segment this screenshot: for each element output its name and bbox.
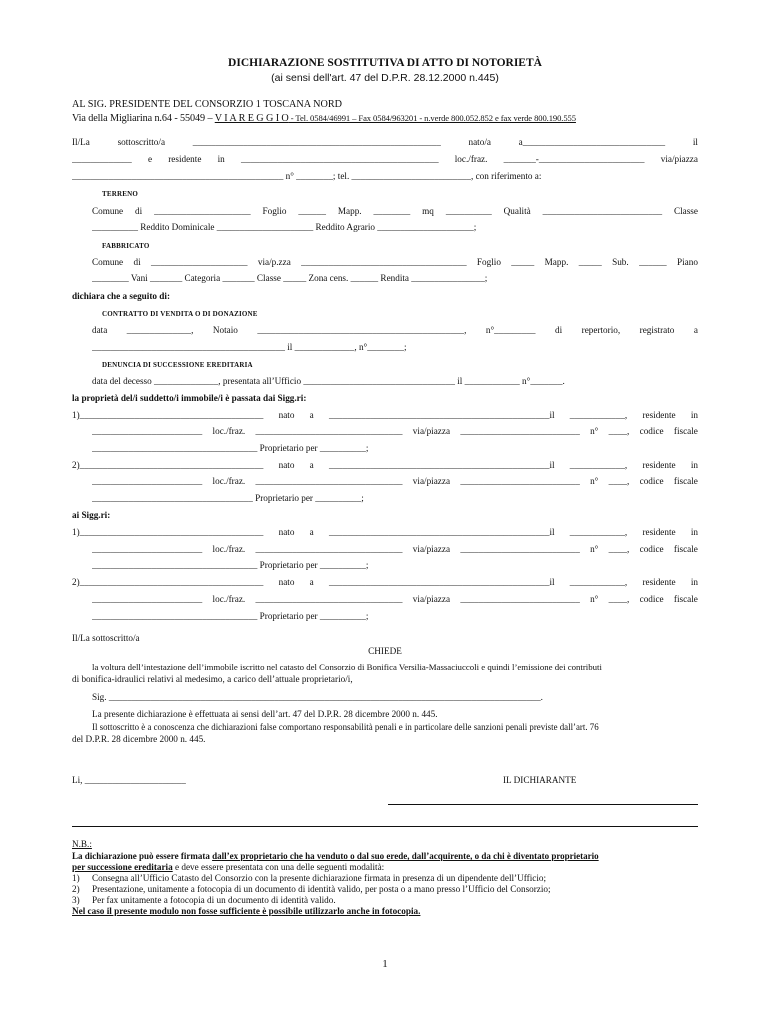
person-field: fiscale (673, 594, 698, 604)
to-person-1-line-a (72, 526, 698, 538)
birthplace-field[interactable]: a_______________________________ (518, 137, 666, 147)
person-field: in (690, 410, 698, 420)
person-date-field[interactable]: ____________, (569, 527, 628, 537)
sottoscritto-label: Il/La sottoscritto/a (72, 633, 140, 643)
mapp-field[interactable]: _____ (578, 257, 602, 267)
fabbricato-field: Sub. (612, 257, 629, 267)
person-name-field[interactable]: 1)________________________________________ (72, 527, 264, 537)
person-name-field[interactable]: 1)________________________________________ (72, 410, 264, 420)
place-date-field[interactable]: Li, ______________________ (72, 775, 186, 785)
person-field: via/piazza (412, 594, 451, 604)
foglio-field[interactable]: ______ (298, 206, 326, 216)
person-field: via/piazza (412, 544, 451, 554)
person-field: fiscale (673, 426, 698, 436)
ai-sigg-heading: ai Sigg.ri: (72, 510, 111, 520)
intro-line-1 (72, 136, 698, 148)
contratto-heading: CONTRATTO DI VENDITA O DI DONAZIONE (102, 310, 258, 318)
person-field: fiscale (673, 544, 698, 554)
person-street-field[interactable]: __________________________ (460, 426, 580, 436)
person-field: residente (642, 527, 676, 537)
to-person-1-line-b (92, 543, 698, 555)
comune-field[interactable]: _____________________ (154, 206, 251, 216)
person-birth-field[interactable]: ________________________________________________il (328, 527, 555, 537)
sig-field[interactable]: Sig. ______________________________________________________________________________________________. (92, 692, 543, 702)
person-field: a (309, 577, 314, 587)
contratto-field: registrato (639, 325, 675, 335)
request-paragraph-1a: la voltura dell’intestazione dell’immobile iscritto nel catasto del Consorzio di Bonifica Versilia-Massaciuccoli e quindi l’emissione dei contributi (92, 662, 602, 672)
denuncia-line-1: data del decesso ______________, presentata all’Ufficio _________________________________ il ____________ n°_______. (92, 376, 565, 386)
terreno-field: Foglio (262, 206, 287, 216)
address-prefix: Via della Migliarina n.64 - 55049 – (72, 113, 215, 124)
person-date-field[interactable]: ____________, (569, 410, 628, 420)
address-contacts: - Tel. 0584/46991 – Fax 0584/963201 - n.verde 800.052.852 e fax verde 800.190.555 (288, 113, 576, 123)
from-person-1-line-b (92, 425, 698, 437)
person-field: in (690, 527, 698, 537)
address-city: V I A R E G G I O (214, 113, 289, 124)
person-name-field[interactable]: 2)________________________________________ (72, 577, 264, 587)
fabbricato-field: Piano (677, 257, 698, 267)
nb-item-number: 2) (72, 884, 80, 894)
document-subtitle: (ai sensi dell'art. 47 del D.P.R. 28.12.2000 n.445) (271, 72, 499, 84)
birthdate-field[interactable]: _____________ (72, 154, 132, 164)
nb-item-number: 3) (72, 895, 80, 905)
from-person-1-line-a (72, 409, 698, 421)
request-paragraph-1b: di bonifica-idraulici relativi al medesimo, a carico dell’attuale proprietario/i, (72, 674, 353, 684)
qualita-field[interactable]: __________________________ (542, 206, 663, 216)
person-locality-field[interactable]: ________________________________ (255, 544, 403, 554)
residence-field[interactable]: ___________________________________________ (241, 154, 439, 164)
contratto-field: Notaio (212, 325, 238, 335)
person-field: residente (642, 410, 676, 420)
contratto-field: data (92, 325, 108, 335)
person-street-field[interactable]: __________________________ (460, 544, 580, 554)
address-line (72, 112, 698, 125)
street-field[interactable]: ____________________________________ (301, 257, 467, 267)
terreno-field: Qualità (503, 206, 531, 216)
person-date-field[interactable]: ____________, (569, 577, 628, 587)
person-number-field[interactable]: ____, (608, 476, 630, 486)
person-field: codice (639, 426, 664, 436)
person-field: via/piazza (412, 476, 451, 486)
person-birth-field[interactable]: ________________________________________________il (328, 460, 555, 470)
name-field[interactable]: ______________________________________________________ (192, 137, 441, 147)
contract-date-field[interactable]: ______________, (126, 325, 194, 335)
person-field: loc./fraz. (212, 426, 246, 436)
fabbricato-field: Mapp. (544, 257, 569, 267)
from-person-2-line-b (92, 475, 698, 487)
nb-item-text: Presentazione, unitamente a fotocopia di un documento di identità valido, per posta o a mano presso l’Ufficio del Consorzio; (92, 884, 551, 894)
person-field: n° (590, 426, 599, 436)
person-field: n° (590, 594, 599, 604)
person-locality-field[interactable]: ________________________________ (255, 594, 403, 604)
proprieta-heading: la proprietà del/i suddetto/i immobile/i è passata dai Sigg.ri: (72, 393, 307, 403)
to-person-2-line-a (72, 576, 698, 588)
contratto-line-2: __________________________________________ il _____________, n°________; (92, 342, 407, 352)
person-field: codice (639, 476, 664, 486)
person-street-field[interactable]: __________________________ (460, 476, 580, 486)
mq-field[interactable]: __________ (445, 206, 492, 216)
comune-field[interactable]: _____________________ (151, 257, 248, 267)
legal-paragraph-2a: Il sottoscritto è a conoscenza che dichiarazioni false comportano responsabilità penali e in particolare delle sanzioni penali previste dall’art. 76 (92, 722, 599, 732)
person-residence-field[interactable]: ________________________ (92, 594, 203, 604)
legal-paragraph-2b: del D.P.R. 28 dicembre 2000 n. 445. (72, 734, 206, 744)
person-locality-field[interactable]: ________________________________ (255, 476, 403, 486)
denuncia-heading: DENUNCIA DI SUCCESSIONE EREDITARIA (102, 361, 253, 369)
nb-text: La dichiarazione può essere firmata (72, 851, 213, 861)
document-title: DICHIARAZIONE SOSTITUTIVA DI ATTO DI NOTORIETÀ (228, 57, 542, 69)
fabbricato-field: Foglio (476, 257, 501, 267)
person-residence-field[interactable]: ________________________ (92, 476, 203, 486)
nb-divider (72, 826, 698, 827)
fabbricato-field: via/p.zza (257, 257, 291, 267)
terreno-line-1 (92, 205, 698, 217)
nb-item-text: Consegna all’Ufficio Catasto del Consorzio con la presente dichiarazione firmata in presenza di un dipendente dell’Ufficio; (92, 873, 547, 883)
nb-final-note: Nel caso il presente modulo non fosse sufficiente è possibile utilizzarlo anche in fotocopia. (72, 906, 421, 916)
sub-field[interactable]: ______ (639, 257, 667, 267)
person-number-field[interactable]: ____, (608, 594, 630, 604)
terreno-heading: TERRENO (102, 190, 139, 198)
from-person-2-line-a (72, 459, 698, 471)
person-field: a (309, 527, 314, 537)
intro-field: e (147, 154, 153, 164)
person-street-field[interactable]: __________________________ (460, 594, 580, 604)
person-field: residente (642, 460, 676, 470)
page-number: 1 (382, 958, 388, 970)
to-person-2-owner: ____________________________________ Proprietario per __________; (92, 611, 369, 621)
person-locality-field[interactable]: ________________________________ (255, 426, 403, 436)
from-person-1-owner: ____________________________________ Proprietario per __________; (92, 443, 369, 453)
person-field: loc./fraz. (212, 594, 246, 604)
fabbricato-field: Comune (92, 257, 124, 267)
person-number-field[interactable]: ____, (608, 544, 630, 554)
person-field: a (309, 460, 314, 470)
intro-field: Il/La (72, 137, 90, 147)
from-person-2-owner: ___________________________________ Proprietario per __________; (92, 493, 364, 503)
fabbricato-heading: FABBRICATO (102, 242, 150, 250)
terreno-field: Classe (673, 206, 698, 216)
person-date-field[interactable]: ____________, (569, 460, 628, 470)
legal-paragraph-1: La presente dichiarazione è effettuata ai sensi dell’art. 47 del D.P.R. 28 dicembre 2000 n. 445. (92, 709, 438, 719)
person-name-field[interactable]: 2)________________________________________ (72, 460, 264, 470)
person-birth-field[interactable]: ________________________________________________il (328, 410, 555, 420)
nb-item-text: Per fax unitamente a fotocopia di un documento di identità valido. (92, 895, 336, 905)
notary-field[interactable]: _____________________________________________, (257, 325, 467, 335)
locality-field[interactable]: _______-_______________________ (503, 154, 645, 164)
person-field: fiscale (673, 476, 698, 486)
intro-field: sottoscritto/a (117, 137, 166, 147)
contratto-field: di (555, 325, 563, 335)
contratto-field: a (693, 325, 698, 335)
terreno-field: Comune (92, 206, 124, 216)
person-residence-field[interactable]: ________________________ (92, 544, 203, 554)
recipient-line: AL SIG. PRESIDENTE DEL CONSORZIO 1 TOSCANA NORD (72, 99, 342, 110)
nb-emphasis: per successione ereditaria (72, 862, 173, 872)
person-field: in (690, 460, 698, 470)
signature-line[interactable] (388, 804, 698, 805)
to-person-1-owner: ____________________________________ Proprietario per __________; (92, 560, 369, 570)
fabbricato-line-2: ________ Vani _______ Categoria _______ Classe _____ Zona cens. ______ Rendita ________________; (92, 273, 488, 283)
chiede-heading: CHIEDE (368, 646, 402, 656)
person-field: in (690, 577, 698, 587)
person-field: loc./fraz. (212, 476, 246, 486)
person-number-field[interactable]: ____, (608, 426, 630, 436)
terreno-field: di (135, 206, 143, 216)
person-residence-field[interactable]: ________________________ (92, 426, 203, 436)
intro-field: residente (168, 154, 202, 164)
repertorio-field[interactable]: n°_________ (485, 325, 536, 335)
person-field: residente (642, 577, 676, 587)
intro-field: in (217, 154, 225, 164)
person-field: nato (278, 577, 295, 587)
person-field: loc./fraz. (212, 544, 246, 554)
person-field: nato (278, 460, 295, 470)
person-field: n° (590, 476, 599, 486)
intro-field: loc./fraz. (454, 154, 488, 164)
nb-heading: N.B.: (72, 839, 92, 849)
person-field: nato (278, 527, 295, 537)
mapp-field[interactable]: ________ (373, 206, 411, 216)
person-field: n° (590, 544, 599, 554)
person-field: via/piazza (412, 426, 451, 436)
fabbricato-line-1 (92, 256, 698, 268)
intro-field: nato/a (468, 137, 491, 147)
nb-text: e deve essere presentata con una delle seguenti modalità: (172, 862, 385, 872)
person-field: codice (639, 594, 664, 604)
nb-emphasis: dall’ex proprietario che ha venduto o dal suo erede, dall’acquirente, o da chi è diventato proprietario (212, 851, 599, 861)
person-field: nato (278, 410, 295, 420)
nb-item-number: 1) (72, 873, 80, 883)
contratto-field: repertorio, (581, 325, 621, 335)
person-field: a (309, 410, 314, 420)
intro-line-3: ______________________________________________ n° ________; tel. __________________________, con riferimento a: (72, 171, 542, 181)
dichiara-heading: dichiara che a seguito di: (72, 291, 170, 301)
foglio-field[interactable]: _____ (511, 257, 535, 267)
fabbricato-field: di (133, 257, 141, 267)
intro-field: via/piazza (660, 154, 698, 164)
intro-field: il (692, 137, 698, 147)
contratto-line-1 (92, 324, 698, 336)
person-birth-field[interactable]: ________________________________________________il (328, 577, 555, 587)
signatory-label: IL DICHIARANTE (503, 775, 577, 785)
terreno-field: Mapp. (337, 206, 362, 216)
intro-line-2 (72, 153, 698, 165)
to-person-2-line-b (92, 593, 698, 605)
terreno-line-2: __________ Reddito Dominicale _____________________ Reddito Agrario _____________________; (92, 222, 477, 232)
person-field: codice (639, 544, 664, 554)
terreno-field: mq (422, 206, 434, 216)
